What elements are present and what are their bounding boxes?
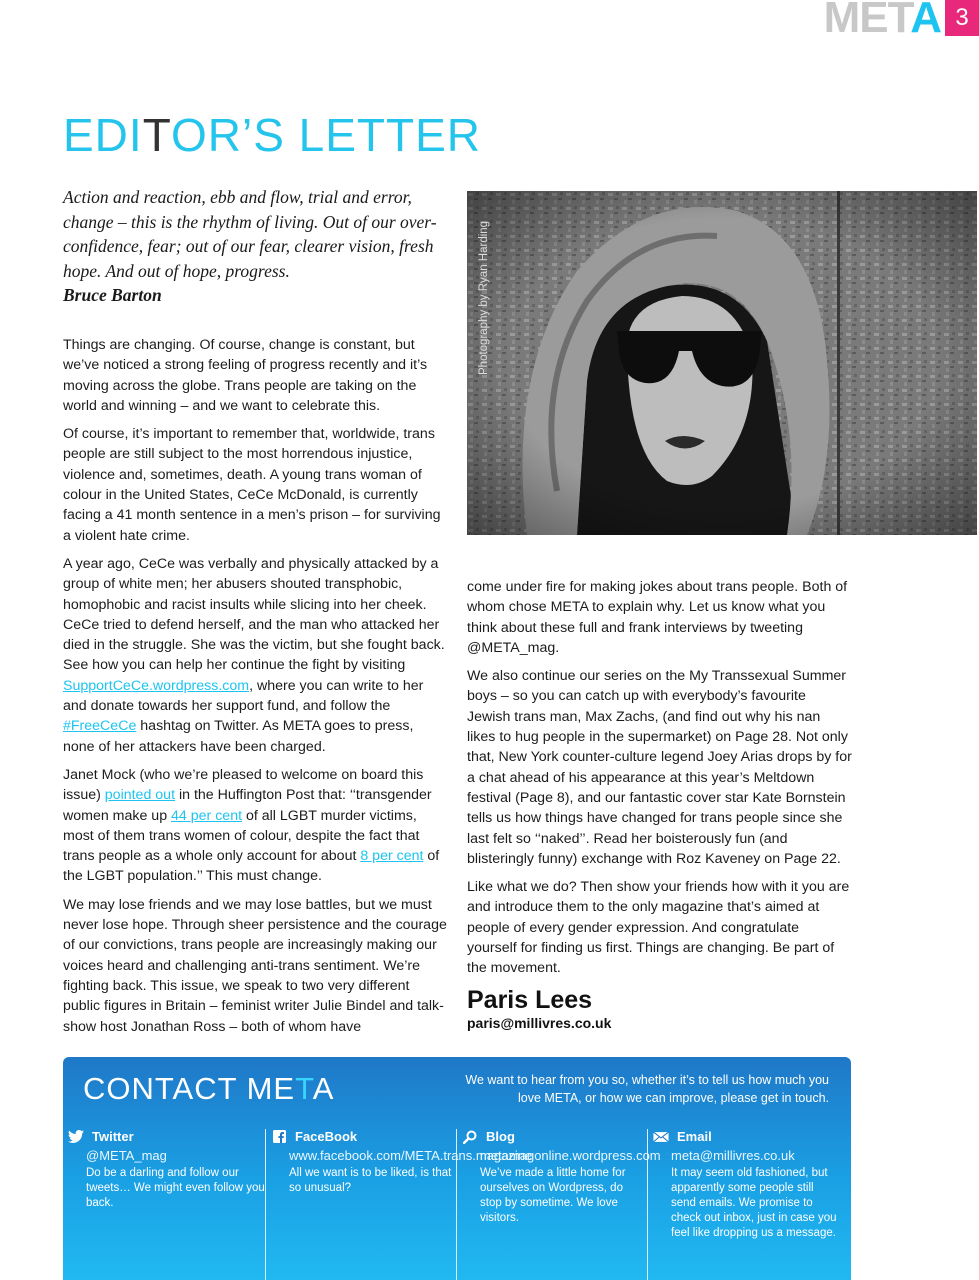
paragraph: come under fire for making jokes about trans people. Both of whom chose META to explain why. Let us know what you think about these full and frank interviews by tweeting @META_mag. [467, 579, 848, 656]
article-column-left [63, 335, 448, 1045]
8-per-cent-link[interactable]: 8 per cent [360, 848, 424, 865]
page-title: EDITOR’S LETTER [63, 109, 482, 161]
facebook-icon [271, 1130, 287, 1144]
contact-heading: FaceBook [271, 1129, 456, 1144]
paragraph: Like what we do? Then show your friends how with it you are and introduce them to the only magazine that’s aimed at people of every gender expression. And congratulate yourself for finding us first. Things are changing. Be part of the movement. [467, 879, 850, 977]
email-description: It may seem old fashioned, but apparently some people still send emails. We promise to check out inbox, just in case you feel like dropping us a message. [671, 1167, 837, 1239]
envelope-icon [653, 1130, 669, 1144]
quote-text: Action and reaction, ebb and flow, trial and error, change – this is the rhythm of living. Out of our over-confidence, fear; out of our fear, clearer vision, fresh hope. And out of hope, progress. [63, 187, 437, 281]
twitter-bird-icon [68, 1130, 84, 1144]
paragraph: Things are changing. Of course, change is constant, but we’ve noticed a strong feeling of progress recently and it’s moving across the globe. Trans people are taking on the world and winning – and we want to celebrate this. [63, 337, 428, 414]
supportcece-link[interactable]: SupportCeCe.wordpress.com [63, 677, 250, 694]
article-column-right [467, 577, 852, 987]
contact-blog [457, 1129, 661, 1280]
signature-email[interactable]: paris@millivres.co.uk [467, 1015, 612, 1031]
opening-quote [63, 185, 448, 308]
paragraph: Janet Mock (who we’re pleased to welcome on board this issue) pointed out in the Huffington Post that: ‘‘transgender women make up 44 per cent of all LGBT murder victims, most of them trans women of colour, despite the fact that trans people as a whole only account for about 8 per cent of the LGBT population.’’ This must change. [63, 766, 440, 885]
freecece-hashtag-link[interactable]: #FreeCeCe [63, 718, 137, 735]
paragraph: Of course, it’s important to remember that, worldwide, trans people are still subject to the most horrendous injustice, violence and, sometimes, death. A young trans woman of colour in the United States, CeCe McDonald, is currently facing a 41 month sentence in a men’s prison – for surviving a violent hate crime. [63, 426, 441, 544]
paragraph: We also continue our series on the My Transsexual Summer boys – so you can catch up with everybody’s favourite Jewish trans man, Max Zachs, (and find out why his nan likes to hug people in the supermarket) on Page 28. Not only that, New York counter-culture legend Joey Arias drops by for a chat ahead of his appearance at this year’s Meltdown festival (Page 8), and our fantastic cover star Kate Bornstein tells us how things have changed for trans people since she last felt so ‘‘naked’’. Read her boisterously fun (and blisteringly funny) exchange with Roz Kaveney on Page 22. [467, 668, 852, 867]
blog-url[interactable]: metamagonline.wordpress.com [480, 1148, 661, 1163]
contact-heading: Blog [462, 1129, 647, 1144]
paragraph: A year ago, CeCe was verbally and physically attacked by a group of white men; her abusers shouted transphobic, homophobic and racist insults while slicing into her cheek. CeCe tried to defend herself, and the man who attacked her died in the struggle. She was the victim, but she fought back. See how you can help her continue the fight by visiting SupportCeCe.wordpress.com, where you can write to her and donate towards her support fund, and follow the #FreeCeCe hashtag on Twitter. As META goes to press, none of her attackers have been charged. [63, 555, 445, 755]
page-number: 3 [945, 0, 979, 36]
contact-twitter [63, 1129, 266, 1280]
contact-heading: Email [653, 1129, 839, 1144]
search-icon [462, 1130, 478, 1144]
signature-name: Paris Lees [467, 986, 593, 1014]
contact-columns [63, 1129, 851, 1280]
contact-intro: We want to hear from you so, whether it’s to tell us how much you love META, or how we can improve, please get in touch. [465, 1073, 829, 1105]
twitter-description: Do be a darling and follow our tweets… We might even follow you back. [86, 1167, 265, 1209]
contact-heading: Twitter [68, 1129, 265, 1144]
pointed-out-link[interactable]: pointed out [104, 787, 176, 804]
contact-panel [63, 1057, 851, 1280]
twitter-handle[interactable]: @META_mag [86, 1148, 167, 1163]
brand-logo: META [823, 0, 941, 42]
44-per-cent-link[interactable]: 44 per cent [171, 807, 243, 824]
portrait-illustration [467, 191, 977, 535]
paragraph: We may lose friends and we may lose battles, but we must never lose hope. Through sheer persistence and the courage of our convictions, trans people are increasingly making our voices heard and challenging anti-trans sentiment. We’re fighting back. This issue, we speak to two very different public figures in Britain – feminist writer Julie Bindel and talk-show host Jonathan Ross – both of whom have [63, 896, 447, 1035]
facebook-description: All we want is to be liked, is that so unusual? [289, 1167, 452, 1194]
email-address[interactable]: meta@millivres.co.uk [671, 1148, 795, 1163]
blog-description: We’ve made a little home for ourselves on Wordpress, do stop by sometime. We love visitors. [480, 1167, 626, 1224]
photo-credit: Photography by Ryan Harding [478, 220, 490, 375]
contact-email [648, 1129, 839, 1280]
signature [467, 985, 611, 1031]
contact-title: CONTACT META [83, 1071, 335, 1106]
facebook-url[interactable]: www.facebook.com/META.trans.magazine [289, 1148, 533, 1163]
editor-photo [467, 191, 977, 535]
quote-author: Bruce Barton [63, 285, 162, 305]
masthead [823, 0, 979, 42]
